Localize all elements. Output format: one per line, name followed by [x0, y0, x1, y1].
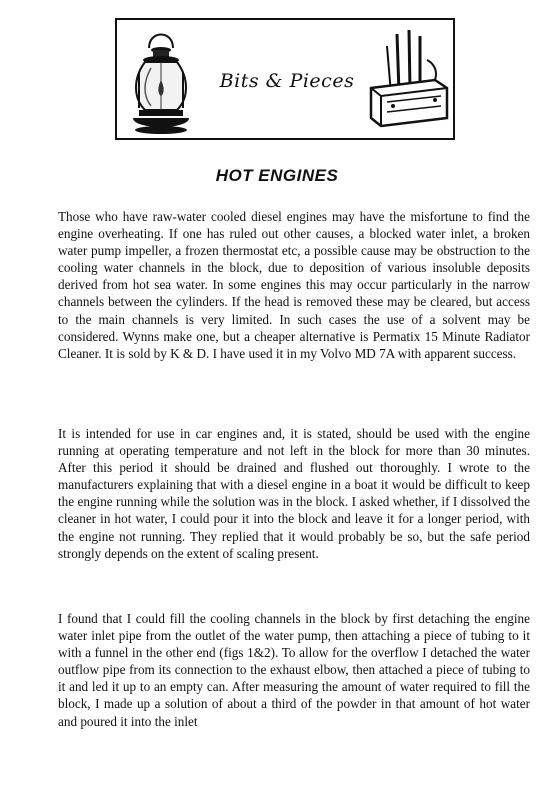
paragraph-3: I found that I could fill the cooling channels in the block by first detaching the engine water inlet pipe from the outlet of the water pump, then attaching a piece of tubing to it with a funnel in the other end (figs 1&2). To allow for the overflow I detached the water outflow pipe from its connection to the exhaust elbow, then attached a piece of tubing to it and led it up to an empty can. After measuring the amount of water required to fill the block, I made up a solution of about a third of the powder in that amount of hot water and poured it into the inlet: [58, 611, 530, 729]
article-headline: HOT ENGINES: [215, 166, 339, 185]
paragraph-2: It is intended for use in car engines and, it is stated, should be used with the engine running at operating temperature and not left in the block for more than 30 minutes. After this period it should be drained and flushed out thoroughly. I wrote to the manufacturers explaining that with a diesel engine in a boat it would be difficult to keep the engine running while the solution was in the block. I asked whether, if I dissolved the cleaner in hot water, I could pour it into the block and leave it for a longer period, with the engine not running. They replied that it would probably be so, but the safe period strongly depends on the extent of scaling present.: [58, 426, 530, 561]
lantern-icon: [123, 26, 199, 138]
paragraph-1: Those who have raw-water cooled diesel engines may have the misfortune to find the engine overheating. If one has ruled out other causes, a blocked water inlet, a broken water pump impeller, a frozen thermostat etc, a possible cause may be obstruction to the cooling water channels in the block, due to deposition of various insoluble deposits derived from hot sea water. In some engines this may occur particularly in the narrow channels between the cylinders. If the head is removed these may be cleared, but access to the main channels is very limited. In such cases the use of a solvent may be considered. Wynns make one, but a cheaper alternative is Permatix 15 Minute Radiator Cleaner. It is sold by K & D. I have used it in my Volvo MD 7A with apparent success.: [58, 209, 530, 361]
section-header-box: [115, 18, 455, 140]
section-title: Bits & Pieces: [219, 70, 355, 92]
tool-rack-icon: [365, 26, 451, 136]
